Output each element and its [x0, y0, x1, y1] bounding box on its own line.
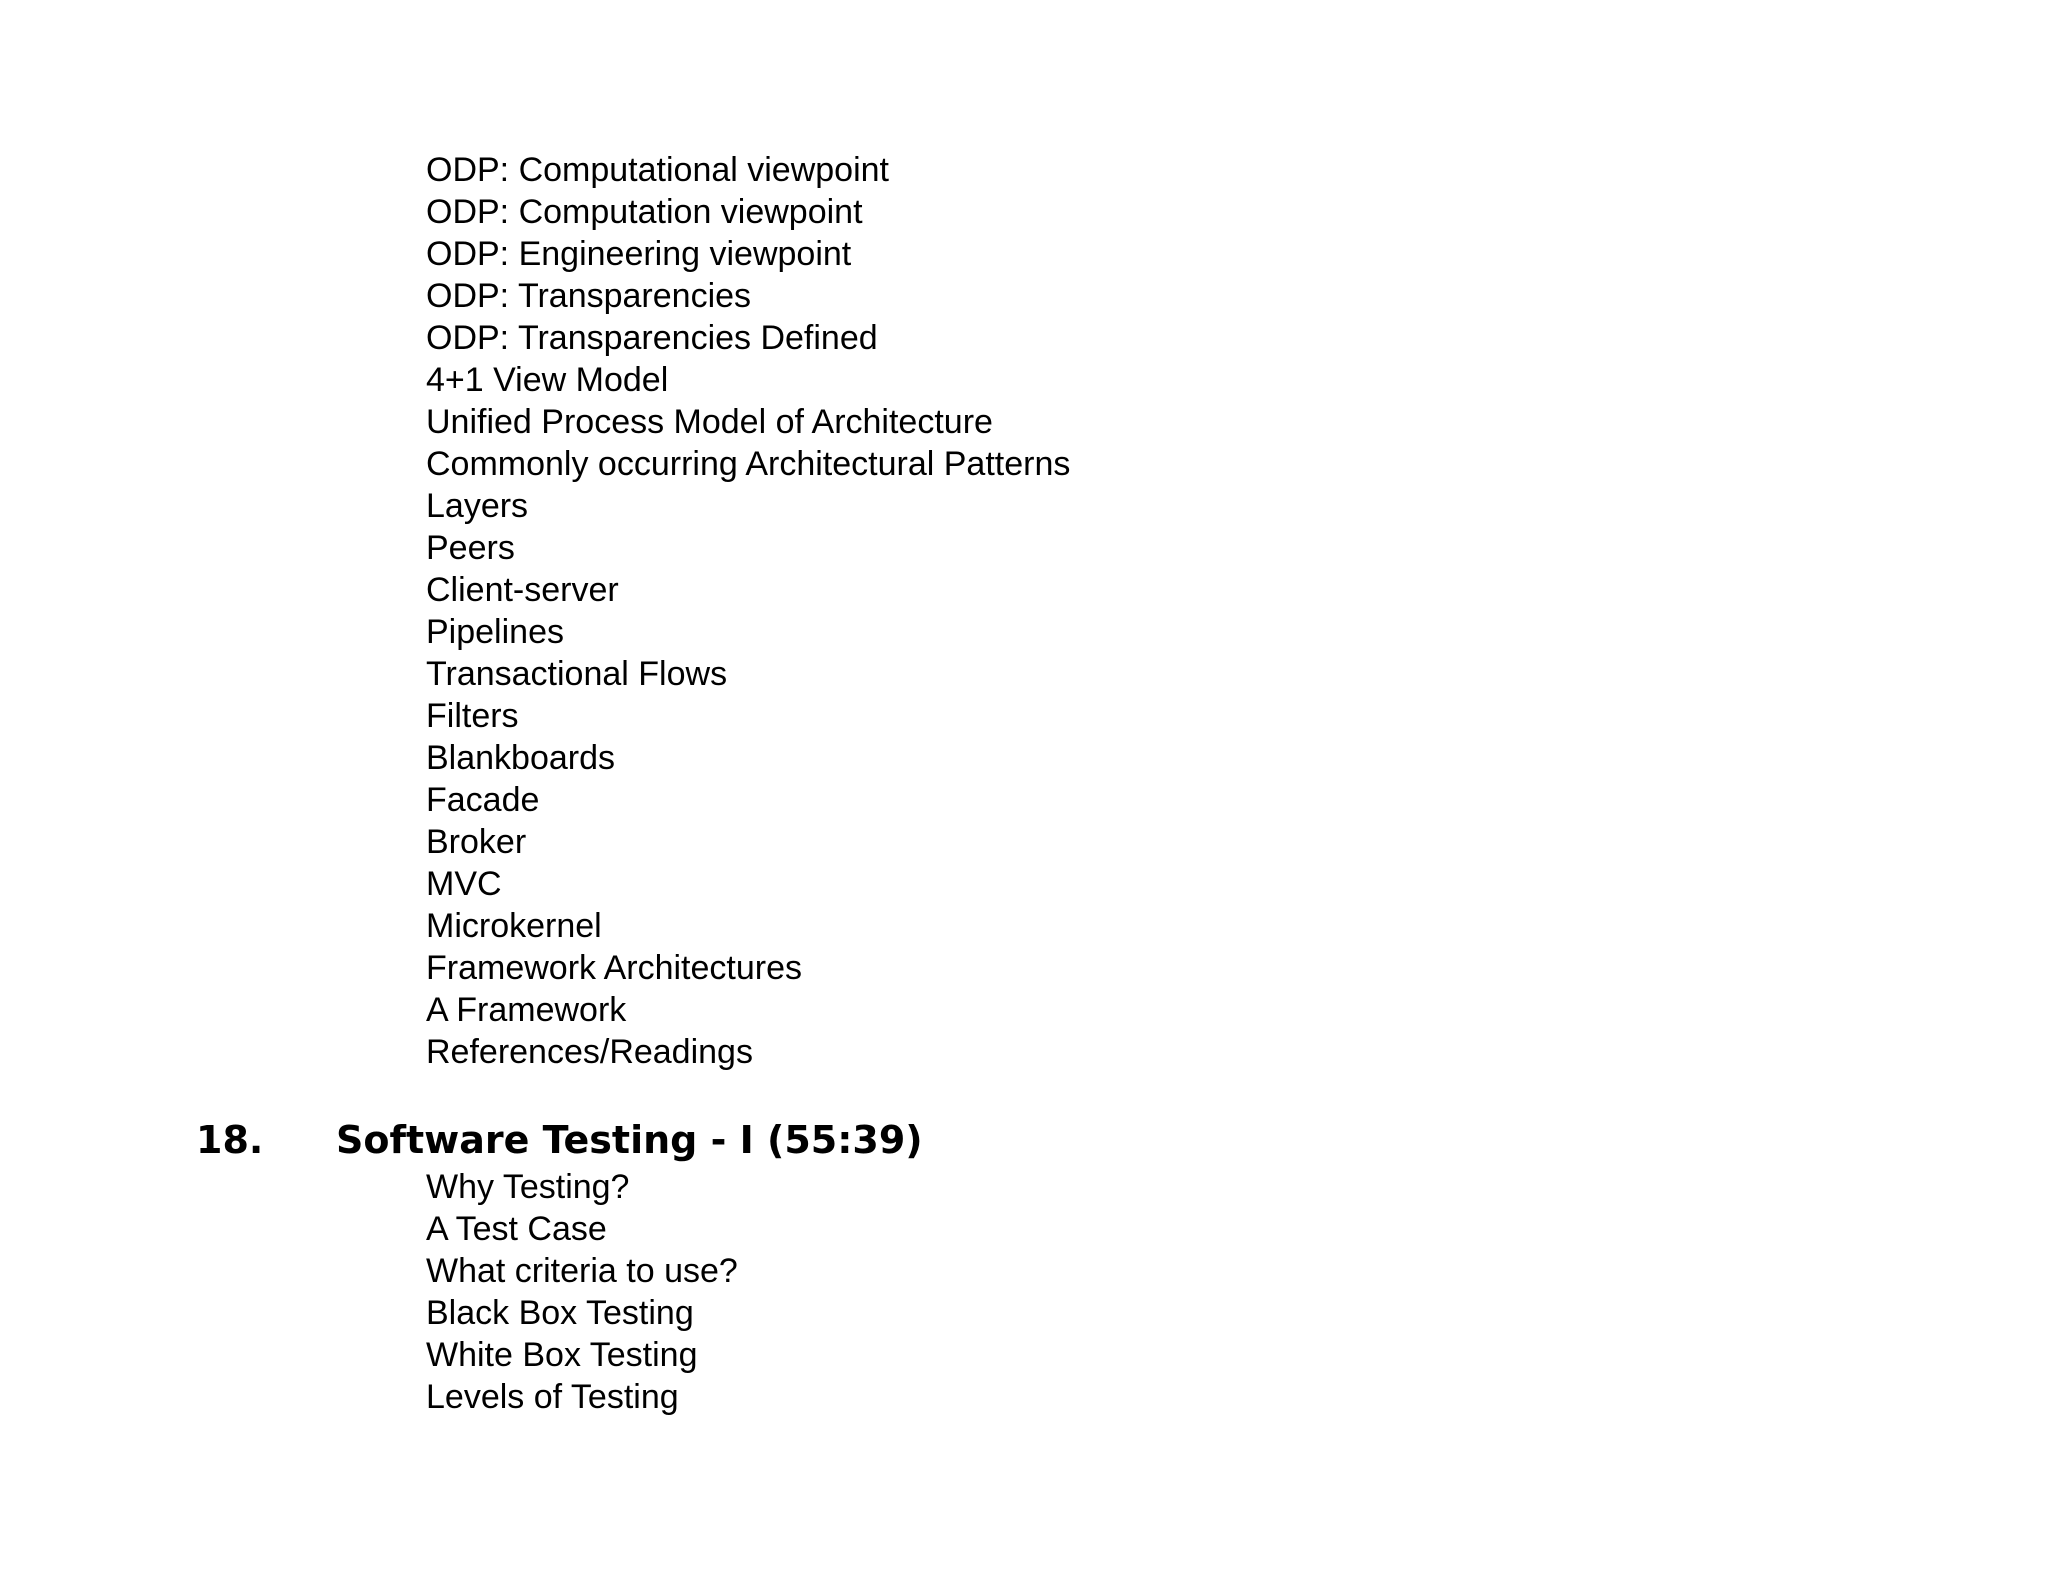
continued-topic-list: [426, 149, 1070, 1073]
topic-item: Why Testing?: [426, 1168, 630, 1206]
topic-item: Levels of Testing: [426, 1378, 679, 1416]
topic-item: Microkernel: [426, 907, 602, 945]
section-number: 18.: [196, 1118, 264, 1162]
topic-item: ODP: Transparencies Defined: [426, 319, 878, 357]
topic-item: A Test Case: [426, 1210, 607, 1248]
topic-item: Broker: [426, 823, 527, 861]
topic-item: Black Box Testing: [426, 1294, 694, 1332]
topic-item: Filters: [426, 697, 519, 735]
topic-item: Client-server: [426, 571, 619, 609]
topic-item: Pipelines: [426, 613, 564, 651]
topic-item: ODP: Transparencies: [426, 277, 752, 315]
topic-item: References/Readings: [426, 1033, 753, 1071]
topic-item: Peers: [426, 529, 515, 567]
topic-item: White Box Testing: [426, 1336, 698, 1374]
topic-item: Unified Process Model of Architecture: [426, 403, 993, 441]
topic-item: ODP: Computation viewpoint: [426, 193, 863, 231]
topic-item: ODP: Computational viewpoint: [426, 151, 890, 189]
topic-item: A Framework: [426, 991, 627, 1029]
topic-item: Transactional Flows: [426, 655, 728, 693]
section-topic-list: [426, 1166, 738, 1418]
topic-item: Layers: [426, 487, 529, 525]
topic-item: What criteria to use?: [426, 1252, 738, 1290]
topic-item: MVC: [426, 865, 502, 903]
topic-item: Framework Architectures: [426, 949, 802, 987]
topic-item: Blankboards: [426, 739, 616, 777]
topic-item: 4+1 View Model: [426, 361, 669, 399]
topic-item: Facade: [426, 781, 540, 819]
topic-item: Commonly occurring Architectural Patterns: [426, 445, 1071, 483]
topic-item: ODP: Engineering viewpoint: [426, 235, 852, 273]
section-title: Software Testing - I (55:39): [336, 1118, 923, 1162]
